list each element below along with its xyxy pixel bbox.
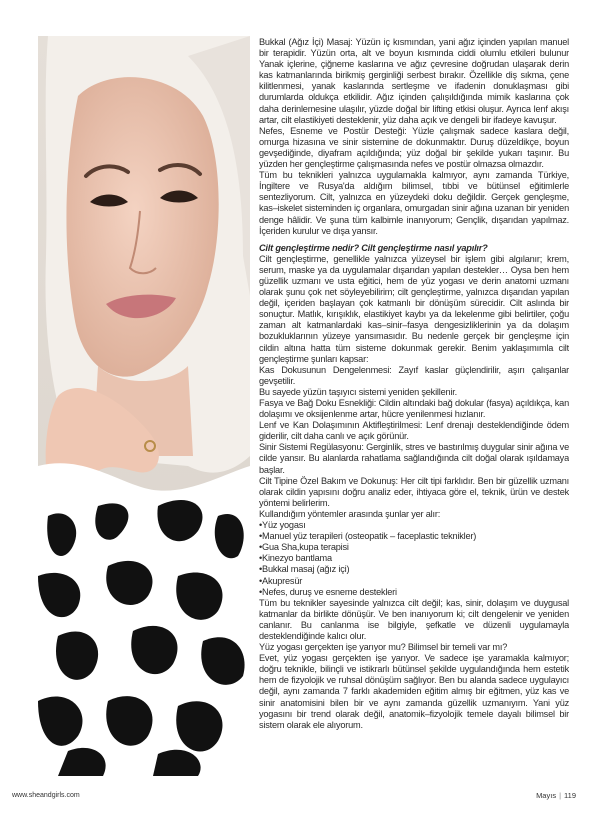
- paragraph-breath-posture: Nefes, Esneme ve Postür Desteği: Yüzle çalışmak sadece kaslara değil, omurga hizasına ve sinir sistemine de dokunmaktır. Duruş düzeldikçe, boyun gevşediğinde, diyafram açıldığında; yüz doğal bir şekilde yukarı taşınır. Bu yüzden her gençleştirme çalışmasında nefes ve postür olmazsa olmazdır.: [259, 125, 569, 170]
- paragraph-transformation: Tüm bu teknikler sayesinde yalnızca cilt değil; kas, sinir, dolaşım ve duygusal katmanlar da birlikte dönüşür. Ve ben inanıyorum ki; cilt dengelenir ve yeniden canlanır. Bu canlanma ise bilgiyle, şefkatle ve düzenli uygulamayla desteklendiğinde kalıcı olur.: [259, 597, 569, 641]
- paragraph-buccal-massage: Bukkal (Ağız İçi) Masaj: Yüzün iç kısmından, yani ağız içinden yapılan manuel bir terapidir. Yüzün orta, alt ve boyun kısmında ciddi olumlu etkileri bulunur Yanak içlerine, çiğneme kaslarına ve ağız çevresine doğrudan ulaşarak derin kas katmanlarında birikmiş gerginliği serbest bırakır. Özellikle diş sıkma, çene kilitlenmesi, yanak kaslarında sertleşme ve ifadenin donuklaşması gibi durumlarda oldukça etkilidir. Ağız içinden çalışıldığında mimik kaslarına çok daha derinlemesine ulaşılır, yüzde doğal bir lifting etkisi oluşur. Ayrıca lenf akışı artar, cilt elastikiyeti desteklenir, yüz daha açık ve dengeli bir ifadeye kavuşur.: [259, 37, 569, 125]
- portrait-photo: [38, 36, 250, 776]
- list-item: •Gua Sha,kupa terapisi: [259, 542, 349, 553]
- paragraph-support-system: Bu sayede yüzün taşıyıcı sistemi yeniden şekillenir.: [259, 386, 457, 397]
- website-url: www.sheandgirls.com: [12, 792, 80, 799]
- issue-month: Mayıs: [536, 791, 557, 800]
- paragraph-skin-type: Cilt Tipine Özel Bakım ve Dokunuş: Her cilt tipi farklıdır. Ben bir güzellik uzmanı olarak cildin yapısını doğru analiz eder, ihtiyaca göre el, teknik, ürün ve destek yöntemi belirlerim.: [259, 475, 569, 508]
- list-item: •Bukkal masaj (ağız içi): [259, 564, 350, 575]
- list-item: •Akupresür: [259, 575, 303, 586]
- methods-list: [259, 520, 569, 598]
- page-number: 119: [564, 791, 576, 800]
- paragraph-nervous-system: Sinir Sistemi Regülasyonu: Gerginlik, stres ve bastırılmış duygular sinir ağına ve cilde yansır. Bu alanlarda rahatlama sağlandığında cilt doğal olarak ışıldamaya başlar.: [259, 442, 569, 475]
- paragraph-synthesis: Tüm bu teknikleri yalnızca uygulamakla kalmıyor, aynı zamanda Türkiye, İngiltere ve Rusya'da aldığım bilimsel, tıbbi ve bütünsel eğitimlerle sentezliyorum. Cilt, yalnızca en yüzeydeki doku değildir. Gerçek gençleşme, kas–iskelet sisteminden iç organlara, omurgadan sinir ağına uzanan bir yeniden denge hâlidir. Ve şuna tüm kalbimle inanıyorum; Gençlik, dışarıdan yapılmaz. İçeriden kurulur ve dışa yansır.: [259, 170, 569, 236]
- section-heading: Cilt gençleştirme nedir? Cilt gençleştirme nasıl yapılır?: [259, 242, 488, 253]
- paragraph-answer: Evet, yüz yogası gerçekten işe yarıyor. Ve sadece işe yaramakla kalmıyor; doğru teknikle, bilinçli ve istikrarlı bütünsel şekilde uygulandığında hem estetik hem de fizyolojik ve ruhsal dönüşüm sağlıyor. Ben bu alanda sadece uygulayıcı değil, aynı zamanda 7 farklı akademiden eğitim almış bir eğitmen, yüz kas ve sinir anatomisini bilen bir ve aynı zamanda güzellik uzmanıyım. Yani yüz yogasını bir trend olarak değil, anatomik–fizyolojik temele dayalı bilimsel bir sistem olarak ele alıyorum.: [259, 653, 569, 730]
- paragraph-methods-intro: Kullandığım yöntemler arasında şunlar yer alır:: [259, 508, 441, 519]
- paragraph-skin-rejuvenation: Cilt gençleştirme, genellikle yalnızca yüzeysel bir işlem gibi algılanır; krem, serum, maske ya da uygulamalar dışarıdan yapılan destekler… Oysa ben hem güzellik uzmanı ve usta eğitici, hem de yüz yogası ve derin anatomi uzmanı olarak şunu çok net söyleyebilirim; cilt gençleştirme, yalnızca dışarıdan yapılan değil, içeriden başlayan çok katmanlı bir dönüşüm sürecidir. Cilt aslında bir sonuçtur. Matlık, kırışıklık, elastikiyet kaybı ya da lekelenme gibi belirtiler, çoğu zaman alt katmanlardaki kas–sinir–fasya dengesizliklerinin ya da dolaşım bozukluklarının yüzeye yansımasıdır. Bu nedenle gerçek bir gençleşme için cildin altına hatta tüm sisteme dokunmak gerekir. Benim yaklaşımımla cilt gençleştirme şunları kapsar:: [259, 253, 569, 364]
- footer-separator: |: [559, 791, 562, 800]
- paragraph-lymph: Lenf ve Kan Dolaşımının Aktifleştirilmesi: Lenf drenajı desteklendiğinde ödem giderilir, cilt daha canlı ve açık görünür.: [259, 420, 569, 442]
- list-item: •Manuel yüz terapileri (osteopatik – faceplastic teknikler): [259, 531, 477, 542]
- article-column: [259, 37, 569, 779]
- page-footer: [536, 791, 576, 800]
- portrait-illustration: [38, 36, 250, 776]
- paragraph-question: Yüz yogası gerçekten işe yarıyor mu? Bilimsel bir temeli var mı?: [259, 642, 508, 653]
- list-item: •Kinezyo bantlama: [259, 553, 332, 564]
- paragraph-fascia: Fasya ve Bağ Doku Esnekliği: Cildin altındaki bağ dokular (fasya) açıldıkça, kan dolaşımı ve oksijenlenme artar, hücre yenilenmesi hızlanır.: [259, 398, 569, 420]
- list-item: •Nefes, duruş ve esneme destekleri: [259, 586, 397, 597]
- paragraph-muscle-balance: Kas Dokusunun Dengelenmesi: Zayıf kaslar güçlendirilir, aşırı çalışanlar gevşetilir.: [259, 364, 569, 386]
- list-item: •Yüz yogası: [259, 520, 306, 531]
